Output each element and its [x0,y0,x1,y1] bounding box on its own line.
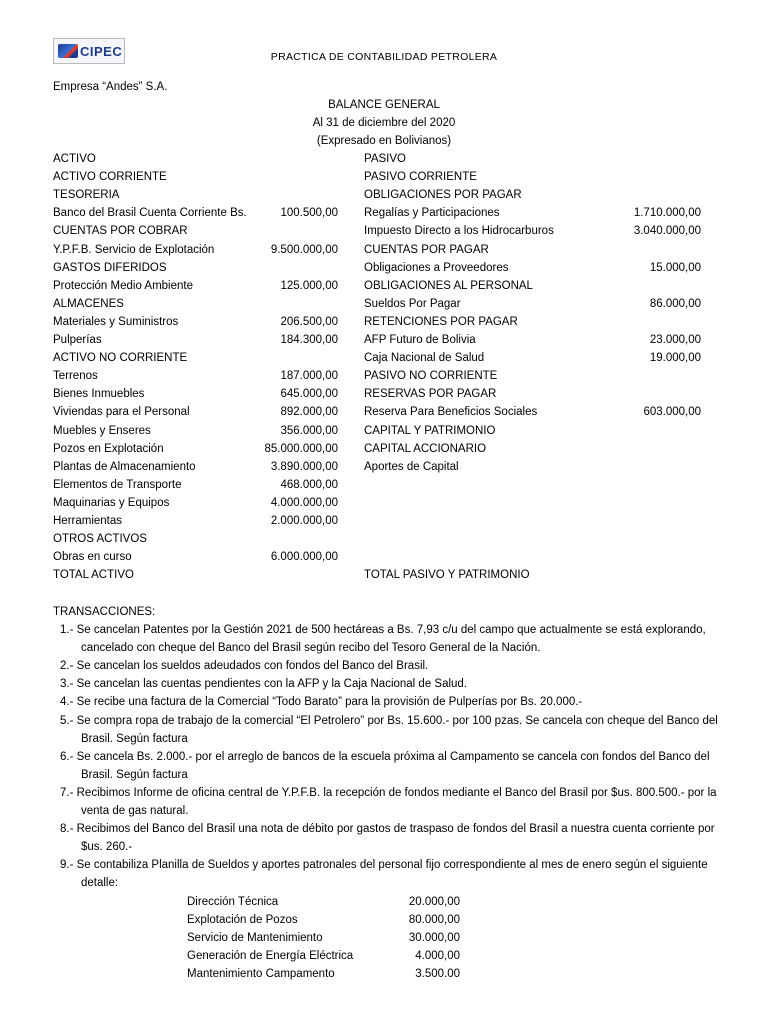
asset-label: Materiales y Suministros [53,316,179,328]
asset-label: Protección Medio Ambiente [53,280,193,292]
report-date: Al 31 de diciembre del 2020 [312,117,456,129]
asset-label: Elementos de Transporte [53,479,182,491]
transaction-number: 4.- [60,696,74,709]
asset-label: ALMACENES [53,298,124,310]
transaction-text: Se cancelan las cuentas pendientes con la AFP y la Caja Nacional de Salud. [76,678,468,691]
asset-label: ACTIVO [53,153,96,165]
transaction-text-continued: cancelado con cheque del Banco del Brasil según recibo del Tesoro General de la Nación. [81,642,541,654]
asset-value: 356.000,00 [280,425,338,437]
detail-value: 80.000,00 [408,914,460,926]
liability-label: Caja Nacional de Salud [364,352,485,364]
transaction-text: Se cancelan los sueldos adeudados con fondos del Banco del Brasil. [76,660,429,673]
asset-label: TESORERIA [53,189,120,201]
asset-label: Banco del Brasil Cuenta Corriente Bs. [53,207,247,219]
transaction-text: Recibimos Informe de oficina central de Y.P.F.B. la recepción de fondos mediante el Banco del Brasil por $us. 800.500.- por la [76,786,717,799]
transaction-item [60,659,428,673]
asset-label: Maquinarias y Equipos [53,497,170,509]
transaction-item [60,695,582,709]
detail-label: Dirección Técnica [187,896,279,908]
asset-label: CUENTAS POR COBRAR [53,225,188,237]
liability-label: Sueldos Por Pagar [364,298,461,310]
liability-value: 23.000,00 [649,334,701,346]
liability-label: RESERVAS POR PAGAR [364,388,497,400]
report-title: BALANCE GENERAL [328,99,440,111]
detail-value: 30.000,00 [408,932,460,944]
asset-value: 9.500.000,00 [270,244,338,256]
asset-value: 6.000.000,00 [270,551,338,563]
asset-value: 125.000,00 [280,280,338,292]
liability-value: 19.000,00 [649,352,701,364]
logo-text: CIPEC [80,43,123,59]
liability-label: PASIVO [364,153,406,165]
transaction-number: 7.- [60,786,74,799]
transaction-number: 6.- [60,750,74,763]
asset-label: Plantas de Almacenamiento [53,461,196,473]
liability-label: Aportes de Capital [364,461,459,473]
detail-label: Generación de Energía Eléctrica [187,950,354,962]
transaction-number: 8.- [60,823,74,836]
asset-label: Terrenos [53,370,98,382]
transaction-item [60,822,715,836]
transaction-item [60,858,708,872]
asset-label: ACTIVO CORRIENTE [53,171,167,183]
transaction-number: 2.- [60,660,74,673]
liability-label: RETENCIONES POR PAGAR [364,316,518,328]
transaction-text-continued: detalle: [81,877,119,889]
asset-label: Pulperías [53,334,102,346]
company-name: Empresa “Andes” S.A. [53,81,168,93]
transaction-number: 9.- [60,859,74,872]
liability-label: OBLIGACIONES POR PAGAR [364,189,522,201]
liability-label: CAPITAL Y PATRIMONIO [364,425,496,437]
liability-value: 603.000,00 [643,406,701,418]
asset-label: ACTIVO NO CORRIENTE [53,352,188,364]
asset-value: 2.000.000,00 [270,515,338,527]
asset-value: 206.500,00 [280,316,338,328]
asset-label: Herramientas [53,515,123,527]
transaction-item [60,623,706,637]
asset-value: 3.890.000,00 [270,461,338,473]
liability-label: CAPITAL ACCIONARIO [364,443,487,455]
asset-label: OTROS ACTIVOS [53,533,147,545]
report-currency: (Expresado en Bolivianos) [316,135,452,147]
liability-label: TOTAL PASIVO Y PATRIMONIO [364,569,530,581]
detail-value: 20.000,00 [408,896,460,908]
transaction-number: 5.- [60,714,74,727]
asset-label: Muebles y Enseres [53,425,151,437]
asset-value: 645.000,00 [280,388,338,400]
transaction-text-continued: Brasil. Según factura [81,769,188,781]
liability-label: CUENTAS POR PAGAR [364,244,489,256]
document-header-title: PRACTICA DE CONTABILIDAD PETROLERA [270,51,498,63]
transaction-item [60,677,467,691]
transaction-text: Recibimos del Banco del Brasil una nota de débito por gastos de traspaso de fondos del Brasil a nuestra cuenta corriente por [76,823,715,836]
detail-label: Servicio de Mantenimiento [187,932,323,944]
transaction-text-continued: $us. 260.- [81,841,133,853]
liability-value: 3.040.000,00 [633,225,701,237]
transaction-text: Se contabiliza Planilla de Sueldos y aportes patronales del personal fijo correspondiente al mes de enero según el siguiente [76,859,708,872]
asset-label: Pozos en Explotación [53,443,164,455]
liability-label: AFP Futuro de Bolivia [364,334,476,346]
liability-value: 15.000,00 [649,262,701,274]
asset-value: 187.000,00 [280,370,338,382]
asset-label: Viviendas para el Personal [53,406,190,418]
asset-value: 100.500,00 [280,207,338,219]
asset-value: 468.000,00 [280,479,338,491]
transaction-text: Se recibe una factura de la Comercial “Todo Barato” para la provisión de Pulperías por Bs. 20.000.- [76,696,583,709]
transactions-title: TRANSACCIONES: [53,606,156,618]
asset-label: Bienes Inmuebles [53,388,145,400]
asset-value: 4.000.000,00 [270,497,338,509]
transaction-number: 1.- [60,624,74,636]
liability-value: 86.000,00 [649,298,701,310]
liability-label: Reserva Para Beneficios Sociales [364,406,538,418]
asset-label: Obras en curso [53,551,132,563]
liability-label: PASIVO NO CORRIENTE [364,370,498,382]
transaction-text: Se cancela Bs. 2.000.- por el arreglo de bancos de la escuela próxima al Campamento se cancela con fondos del Banco del [76,750,710,763]
asset-label: TOTAL ACTIVO [53,569,134,581]
transaction-item [60,786,717,800]
detail-value: 3.500.00 [415,968,460,980]
detail-label: Explotación de Pozos [187,914,298,926]
transaction-number: 3.- [60,678,74,691]
liability-label: OBLIGACIONES AL PERSONAL [364,280,533,292]
liability-label: Impuesto Directo a los Hidrocarburos [364,225,554,237]
asset-value: 85.000.000,00 [264,443,338,455]
asset-label: GASTOS DIFERIDOS [53,262,167,274]
transaction-text: Se compra ropa de trabajo de la comercial “El Petrolero” por Bs. 15.600.- por 100 pzas. Se cancela con cheque del Banco del [76,714,718,727]
transaction-item [60,750,710,764]
asset-value: 184.300,00 [280,334,338,346]
liability-label: Regalías y Participaciones [364,207,500,219]
transaction-text-continued: Brasil. Según factura [81,733,188,745]
liability-label: PASIVO CORRIENTE [364,171,477,183]
transaction-text-continued: venta de gas natural. [81,805,189,817]
transaction-text: Se cancelan Patentes por la Gestión 2021 de 500 hectáreas a Bs. 7,93 c/u del campo que actualmente se está explorando, [76,624,706,636]
detail-label: Mantenimiento Campamento [187,968,335,980]
liability-label: Obligaciones a Proveedores [364,262,509,274]
asset-value: 892.000,00 [280,406,338,418]
transaction-item [60,714,718,728]
liability-value: 1.710.000,00 [633,207,701,219]
asset-label: Y.P.F.B. Servicio de Explotación [53,244,215,256]
detail-value: 4.000,00 [415,950,460,962]
